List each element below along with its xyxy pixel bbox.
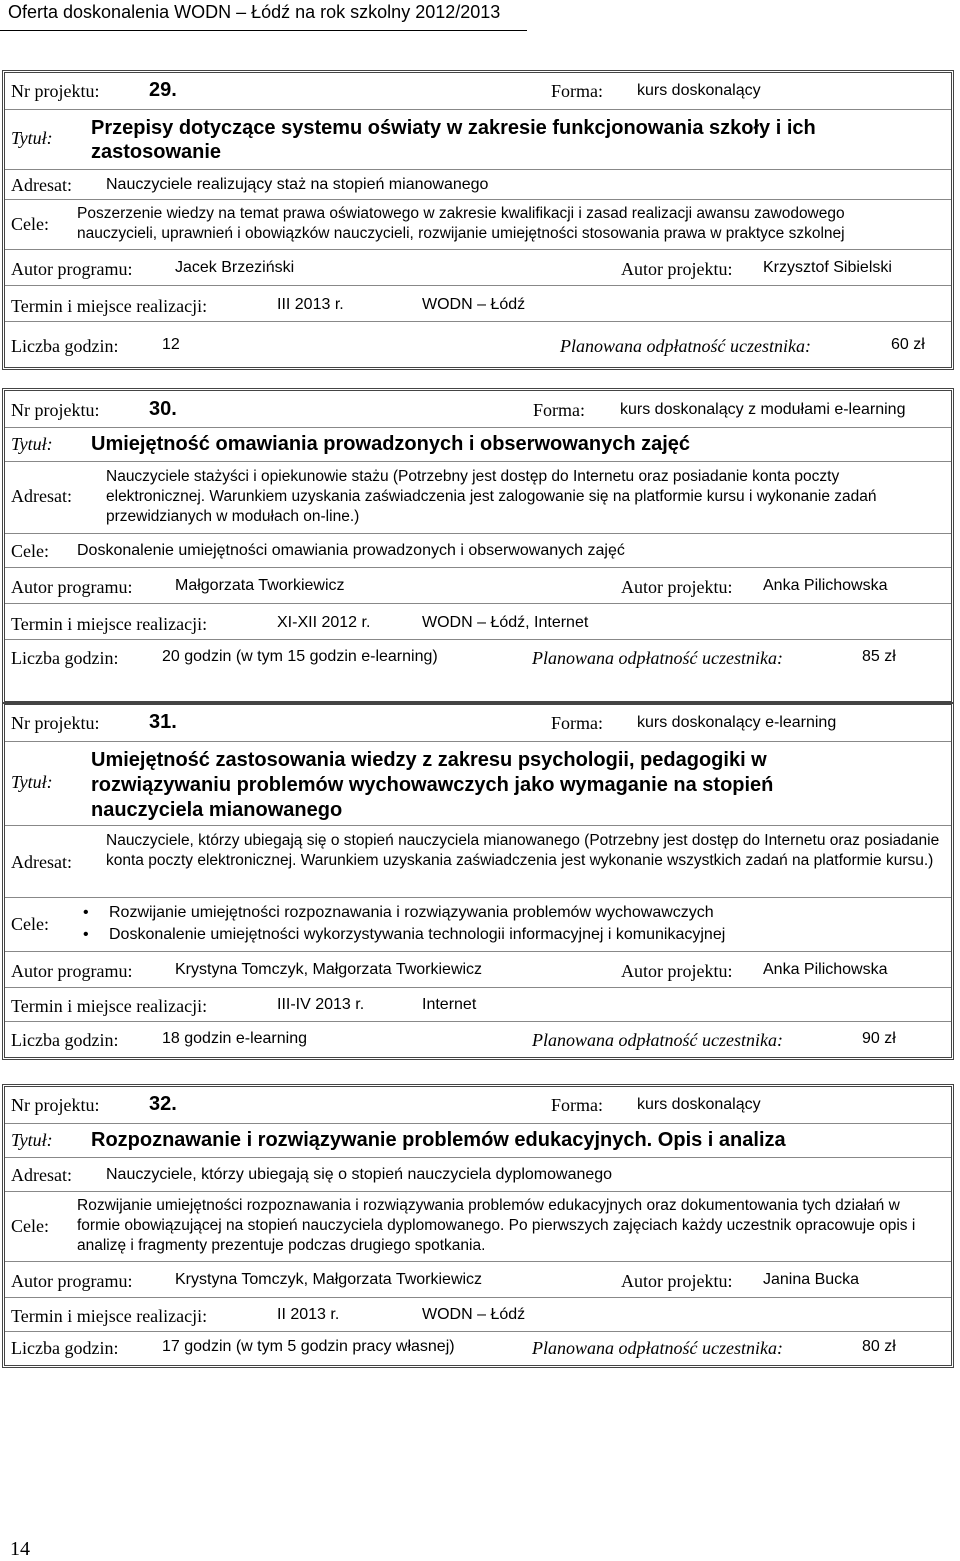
title-label: Tytuł: (11, 1130, 53, 1150)
autor-programu-value: Małgorzata Tworkiewicz (175, 577, 345, 594)
cele-value: Doskonalenie umiejętności omawiania prowadzonych i obserwowanych zajęć (77, 542, 625, 559)
termin-value: III 2013 r. (277, 296, 344, 313)
autor-programu-value: Krystyna Tomczyk, Małgorzata Tworkiewicz (175, 961, 483, 978)
adresat-row (5, 825, 951, 898)
adresat-label: Adresat: (11, 852, 72, 872)
project-title: Przepisy dotyczące systemu oświaty w zakresie funkcjonowania szkoły i ich zastosowanie (91, 117, 816, 163)
adresat-label: Adresat: (11, 486, 72, 506)
project-card (2, 388, 954, 704)
odplatnosc-label: Planowana odpłatność uczestnika: (532, 1338, 783, 1358)
project-title: Rozpoznawanie i rozwiązywanie problemów edukacyjnych. Opis i analiza (91, 1129, 786, 1151)
title-row (5, 741, 951, 826)
header-underline (0, 30, 527, 31)
project-number: 32. (149, 1093, 177, 1115)
project-number: 29. (149, 79, 177, 101)
project-title: Umiejętność zastosowania wiedzy z zakresu psychologii, pedagogiki w rozwiązywaniu problemów wychowawczych jako wymaganie na stopień nauczyciela mianowanego (91, 749, 774, 821)
project-title: Umiejętność omawiania prowadzonych i obserwowanych zajęć (91, 433, 691, 455)
page-number: 14 (10, 1538, 30, 1560)
autor-programu-label: Autor programu: (11, 1271, 133, 1291)
autor-row (5, 1261, 951, 1298)
autor-projektu-value: Janina Bucka (763, 1271, 860, 1288)
nr-label: Nr projektu: (11, 81, 100, 101)
liczba-row (5, 321, 951, 368)
miejsce-value: WODN – Łódź (422, 1306, 526, 1323)
cele-label: Cele: (11, 214, 49, 234)
adresat-label: Adresat: (11, 175, 72, 195)
odplatnosc-value: 80 zł (862, 1338, 896, 1355)
project-number-row (5, 391, 951, 427)
cele-label: Cele: (11, 1216, 49, 1236)
liczba-label: Liczba godzin: (11, 336, 119, 356)
cele-label: Cele: (11, 541, 49, 561)
liczba-label: Liczba godzin: (11, 1338, 119, 1358)
title-label: Tytuł: (11, 128, 53, 148)
autor-projektu-label: Autor projektu: (621, 259, 733, 279)
liczba-value: 12 (162, 336, 180, 353)
termin-label: Termin i miejsce realizacji: (11, 1306, 208, 1326)
cele-value: Poszerzenie wiedzy na temat prawa oświatowego w zakresie kwalifikacji i zasad realizacji awansu zawodowego nauczycieli, uprawnień i obowiązków nauczycieli, rozwijanie umiejętności stosowania prawa w praktyce szkolnej (77, 205, 845, 242)
project-number-row (5, 705, 951, 741)
title-label: Tytuł: (11, 772, 53, 792)
cele-label: Cele: (11, 914, 49, 934)
autor-programu-value: Krystyna Tomczyk, Małgorzata Tworkiewicz (175, 1271, 483, 1288)
forma-label: Forma: (551, 81, 603, 101)
miejsce-value: WODN – Łódź (422, 296, 526, 313)
forma-value: kurs doskonalący e-learning (637, 714, 837, 731)
cele-row (5, 533, 951, 568)
miejsce-value: WODN – Łódź, Internet (422, 614, 589, 631)
termin-row (5, 285, 951, 322)
autor-row (5, 951, 951, 988)
termin-label: Termin i miejsce realizacji: (11, 296, 208, 316)
cele-row (5, 897, 951, 952)
termin-value: XI-XII 2012 r. (277, 614, 371, 631)
nr-label: Nr projektu: (11, 1095, 100, 1115)
title-row (5, 427, 951, 462)
adresat-row (5, 1157, 951, 1192)
autor-projektu-label: Autor projektu: (621, 1271, 733, 1291)
forma-value: kurs doskonalący z modułami e-learning (620, 401, 906, 418)
adresat-label: Adresat: (11, 1165, 72, 1185)
miejsce-value: Internet (422, 996, 477, 1013)
liczba-value: 20 godzin (w tym 15 godzin e-learning) (162, 648, 438, 665)
odplatnosc-value: 90 zł (862, 1030, 896, 1047)
autor-programu-label: Autor programu: (11, 259, 133, 279)
project-card (2, 70, 954, 370)
title-label: Tytuł: (11, 434, 53, 454)
cele-value: Rozwijanie umiejętności rozpoznawania i rozwiązywania problemów edukacyjnych oraz dokumentowania tych działań w formie obowiązującej na stopień nauczyciela dyplomowanego. Po pierwszych zajęciach każdy uczestnik opracowuje opis i analizę i fragmenty prezentuje podczas drugiego spotkania. (77, 1197, 916, 1254)
cele-list (81, 902, 725, 946)
cele-row (5, 1191, 951, 1262)
liczba-row (5, 1021, 951, 1058)
odplatnosc-label: Planowana odpłatność uczestnika: (532, 648, 783, 668)
cele-item: • Rozwijanie umiejętności rozpoznawania i rozwiązywania problemów wychowawczych (81, 902, 725, 924)
autor-projektu-value: Anka Pilichowska (763, 577, 888, 594)
termin-label: Termin i miejsce realizacji: (11, 996, 208, 1016)
forma-value: kurs doskonalący (637, 1096, 761, 1113)
project-number-row (5, 1087, 951, 1123)
autor-projektu-value: Krzysztof Sibielski (763, 259, 892, 276)
adresat-value: Nauczyciele realizujący staż na stopień mianowanego (106, 176, 489, 193)
odplatnosc-label: Planowana odpłatność uczestnika: (560, 336, 811, 356)
odplatnosc-value: 60 zł (891, 336, 925, 353)
page-header: Oferta doskonalenia WODN – Łódź na rok szkolny 2012/2013 (8, 2, 501, 22)
termin-row (5, 1297, 951, 1332)
autor-projektu-label: Autor projektu: (621, 961, 733, 981)
project-card (2, 702, 954, 1060)
termin-value: III-IV 2013 r. (277, 996, 365, 1013)
project-number: 31. (149, 711, 177, 733)
project-number-row (5, 73, 951, 109)
liczba-label: Liczba godzin: (11, 648, 119, 668)
liczba-row (5, 639, 951, 702)
adresat-value: Nauczyciele stażyści i opiekunowie stażu (Potrzebny jest dostęp do Internetu oraz posiadanie konta poczty elektronicznej. Warunkiem uzyskania zaświadczenia jest zalogowanie się na platformie kursu i wykonanie zadań przewidzianych w modułach on-line.) (106, 468, 877, 525)
cele-row (5, 199, 951, 250)
autor-programu-label: Autor programu: (11, 961, 133, 981)
nr-label: Nr projektu: (11, 400, 100, 420)
odplatnosc-label: Planowana odpłatność uczestnika: (532, 1030, 783, 1050)
liczba-label: Liczba godzin: (11, 1030, 119, 1050)
termin-row (5, 987, 951, 1022)
termin-label: Termin i miejsce realizacji: (11, 614, 208, 634)
autor-programu-label: Autor programu: (11, 577, 133, 597)
autor-row (5, 567, 951, 604)
forma-value: kurs doskonalący (637, 82, 761, 99)
adresat-value: Nauczyciele, którzy ubiegają się o stopień nauczyciela mianowanego (Potrzebny jest dostęp do Internetu oraz posiadanie konta poczty elektronicznej. Warunkiem uzyskania zaświadczenia jest wykonanie wszystkich zadań na platformie kursu.) (106, 832, 940, 869)
forma-label: Forma: (533, 400, 585, 420)
autor-projektu-label: Autor projektu: (621, 577, 733, 597)
adresat-row (5, 169, 951, 200)
liczba-row (5, 1331, 951, 1366)
autor-programu-value: Jacek Brzeziński (175, 259, 295, 276)
liczba-value: 18 godzin e-learning (162, 1030, 307, 1047)
autor-row (5, 249, 951, 286)
project-number: 30. (149, 398, 177, 420)
title-row (5, 109, 951, 170)
liczba-value: 17 godzin (w tym 5 godzin pracy własnej) (162, 1338, 455, 1355)
adresat-value: Nauczyciele, którzy ubiegają się o stopień nauczyciela dyplomowanego (106, 1166, 613, 1183)
forma-label: Forma: (551, 1095, 603, 1115)
title-row (5, 1123, 951, 1158)
project-card (2, 1084, 954, 1368)
forma-label: Forma: (551, 713, 603, 733)
autor-projektu-value: Anka Pilichowska (763, 961, 888, 978)
adresat-row (5, 461, 951, 534)
odplatnosc-value: 85 zł (862, 648, 896, 665)
nr-label: Nr projektu: (11, 713, 100, 733)
cele-item: • Doskonalenie umiejętności wykorzystywania technologii informacyjnej i komunikacyjnej (81, 924, 725, 946)
termin-value: II 2013 r. (277, 1306, 340, 1323)
termin-row (5, 603, 951, 640)
